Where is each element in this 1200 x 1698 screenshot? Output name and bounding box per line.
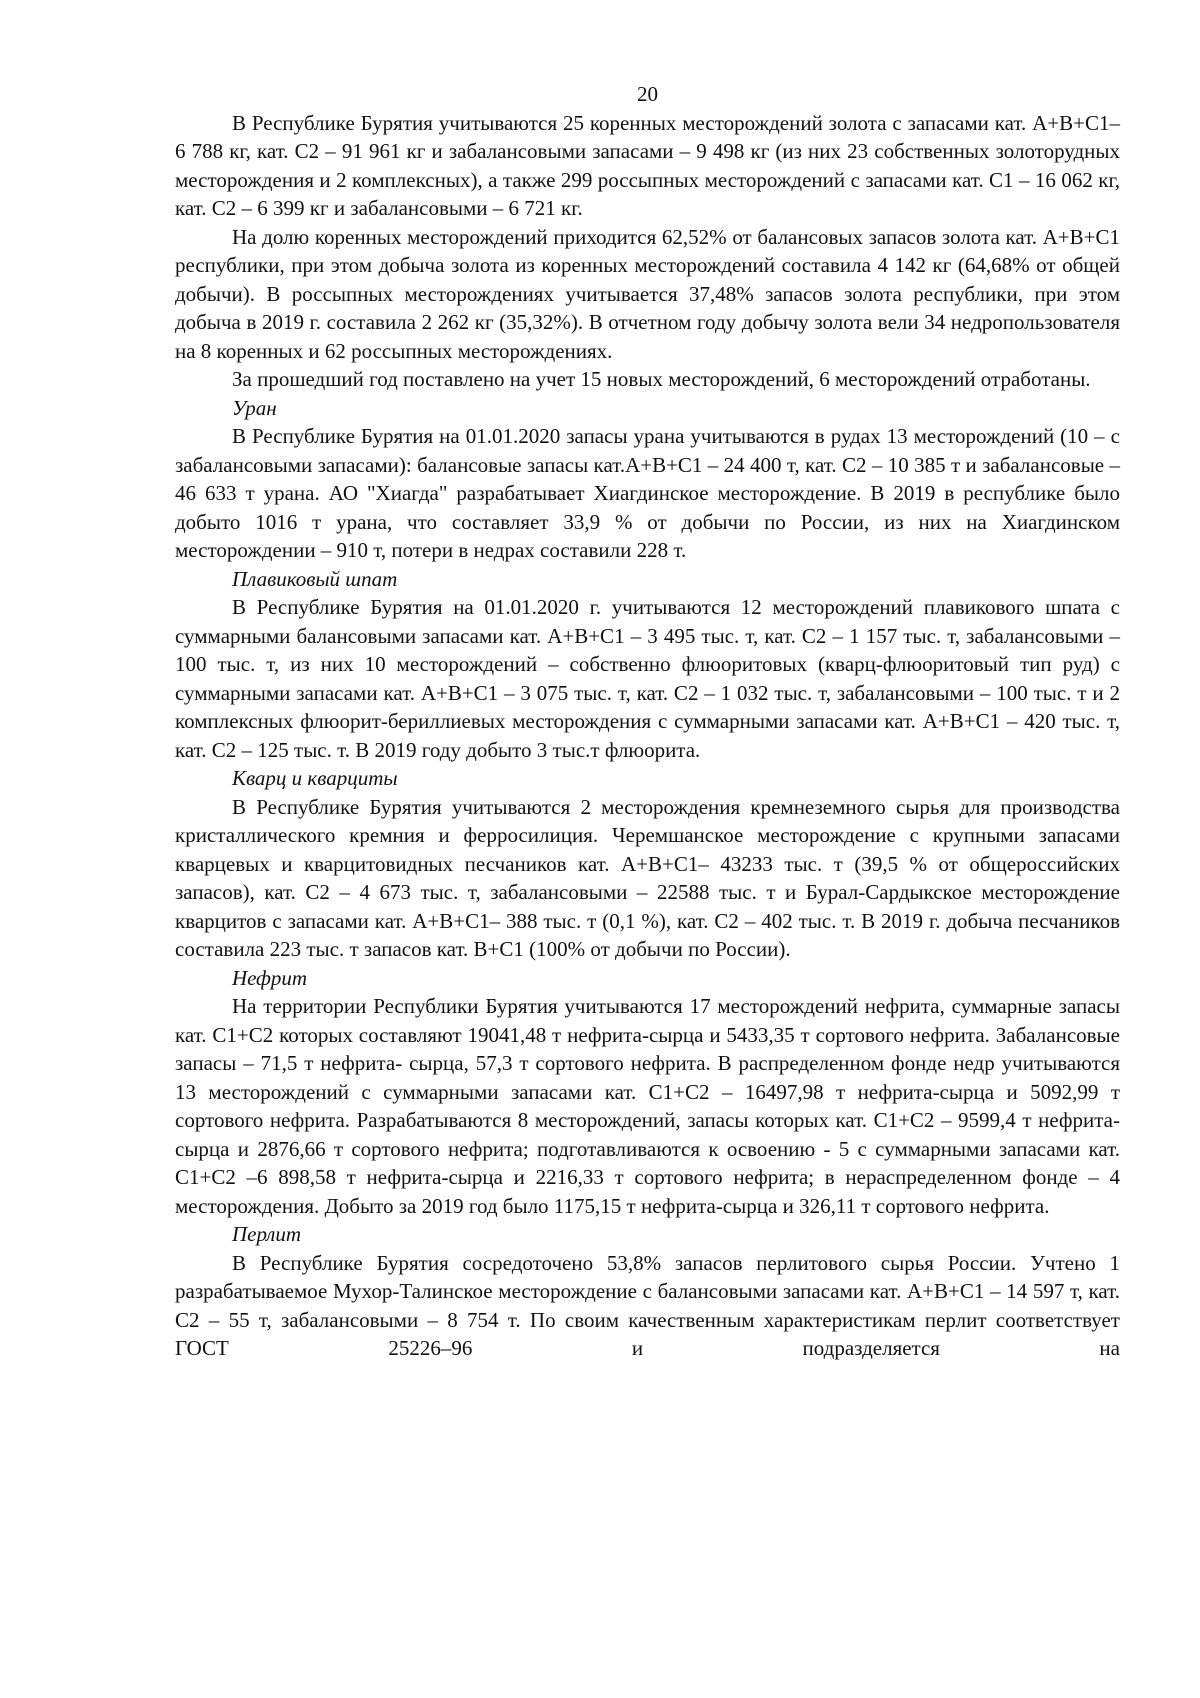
paragraph-gold-share: На долю коренных месторождений приходится 62,52% от балансовых запасов золота кат. А+В+С1 республики, при этом добыча золота из коренных месторождений составила 4 142 кг (64,68% от общей добычи). В россыпных месторождениях учитывается 37,48% запасов золота республики, при этом добыча в 2019 г. составила 2 262 кг (35,32%). В отчетном году добычу золота вели 34 недропользователя на 8 коренных и 62 россыпных месторождениях.	[175, 224, 1120, 363]
section-heading-fluorspar: Плавиковый шпат	[232, 566, 398, 591]
paragraph-quartz: В Республике Бурятия учитываются 2 месторождения кремнеземного сырья для производства кристаллического кремния и ферросилиция. Черемшанское месторождение с крупными запасами кварцевых и кварцитовидных песчаников кат. А+В+С1– 43233 тыс. т (39,5 % от общероссийских запасов), кат. С2 – 4 673 тыс. т, забалансовыми – 22588 тыс. т и Бурал-Сардыкское месторождение кварцитов с запасами кат. А+В+С1– 388 тыс. т (0,1 %), кат. С2 – 402 тыс. т. В 2019 г. добыча песчаников составила 223 тыс. т запасов кат. В+С1 (100% от добычи по России).	[175, 794, 1120, 961]
paragraph-fluorspar: В Республике Бурятия на 01.01.2020 г. учитываются 12 месторождений плавикового шпата с суммарными балансовыми запасами кат. А+В+С1 – 3 495 тыс. т, кат. С2 – 1 157 тыс. т, забалансовыми – 100 тыс. т, из них 10 месторождений – собственно флюоритовых (кварц-флюоритовый тип руд) с суммарными запасами кат. А+В+С1 – 3 075 тыс. т, кат. С2 – 1 032 тыс. т, забалансовыми – 100 тыс. т и 2 комплексных флюорит-бериллиевых месторождения с суммарными запасами кат. А+В+С1 – 420 тыс. т, кат. С2 – 125 тыс. т. В 2019 году добыто 3 тыс.т флюорита.	[175, 595, 1120, 762]
paragraph-nephrite: На территории Республики Бурятия учитываются 17 месторождений нефрита, суммарные запасы кат. С1+С2 которых составляют 19041,48 т нефрита-сырца и 5433,35 т сортового нефрита. Забалансовые запасы – 71,5 т нефрита- сырца, 57,3 т сортового нефрита. В распределенном фонде недр учитываются 13 месторождений с суммарными запасами кат. С1+С2 – 16497,98 т нефрита-сырца и 5092,99 т сортового нефрита. Разрабатываются 8 месторождений, запасы которых кат. С1+С2 – 9599,4 т нефрита-сырца и 2876,66 т сортового нефрита; подготавливаются к освоению - 5 с суммарными запасами кат. С1+С2 –6 898,58 т нефрита-сырца и 2216,33 т сортового нефрита; в нераспределенном фонде – 4 месторождения. Добыто за 2019 год было 1175,15 т нефрита-сырца и 326,11 т сортового нефрита.	[175, 994, 1120, 1218]
paragraph-new-deposits: За прошедший год поставлено на учет 15 новых месторождений, 6 месторождений отработаны.	[232, 367, 1091, 391]
paragraph-perlite: В Республике Бурятия сосредоточено 53,8% запасов перлитового сырья России. Учтено 1 разрабатываемое Мухор-Талинское месторождение с балансовыми запасами кат. А+В+С1 – 14 597 т, кат. С2 – 55 т, забалансовыми – 8 754 т. По своим качественным характеристикам перлит соответствует ГОСТ 25226–96 и подразделяется на	[175, 1250, 1120, 1360]
paragraph-gold-deposits: В Республике Бурятия учитываются 25 коренных месторождений золота с запасами кат. А+В+С1– 6 788 кг, кат. С2 – 91 961 кг и забалансовыми запасами – 9 498 кг (из них 23 собственных золоторудных месторождения и 2 комплексных), а также 299 россыпных месторождений с запасами кат. С1 – 16 062 кг, кат. С2 – 6 399 кг и забалансовыми – 6 721 кг.	[175, 110, 1120, 220]
paragraph-uranium: В Республике Бурятия на 01.01.2020 запасы урана учитываются в рудах 13 месторождений (10 – с забалансовыми запасами): балансовые запасы кат.А+В+С1 – 24 400 т, кат. С2 – 10 385 т и забалансовые – 46 633 т урана. АО "Хиагда" разрабатывает Хиагдинское месторождение. В 2019 в республике было добыто 1016 т урана, что составляет 33,9 % от добычи по России, из них на Хиагдинском месторождении – 910 т, потери в недрах составили 228 т.	[175, 424, 1120, 562]
section-heading-uranium: Уран	[232, 395, 277, 420]
page-number: 20	[637, 82, 658, 106]
section-heading-nephrite: Нефрит	[232, 965, 308, 990]
section-heading-quartz: Кварц и кварциты	[232, 766, 398, 790]
document-page	[175, 80, 1120, 1363]
section-heading-perlite: Перлит	[232, 1222, 302, 1246]
